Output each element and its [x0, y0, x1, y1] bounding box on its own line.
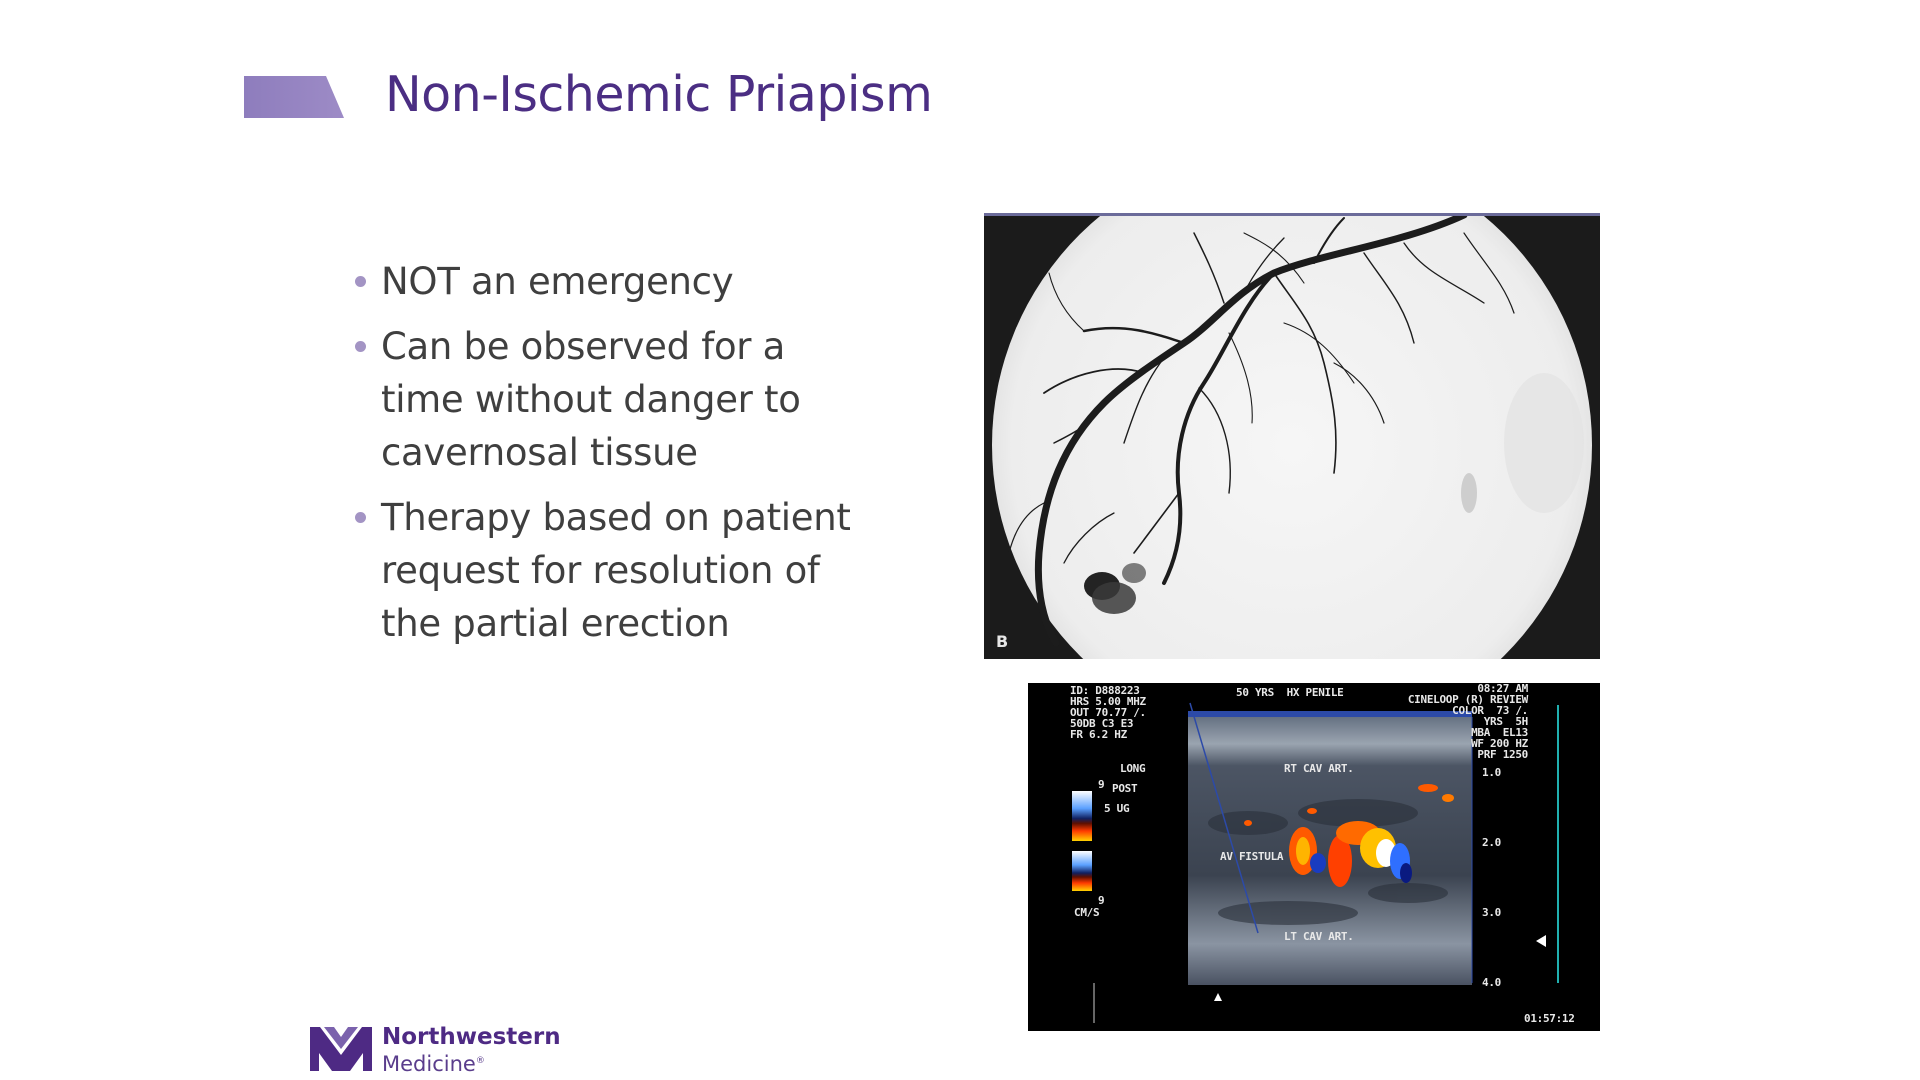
- doppler-ultrasound-image: [1028, 683, 1600, 1031]
- ultrasound-scale-bottom-value: 9: [1098, 894, 1105, 907]
- bullet-text: NOT an emergency: [381, 260, 734, 303]
- slide-title: Non-Ischemic Priapism: [385, 66, 933, 123]
- logo-line2-text: Medicine: [382, 1052, 476, 1076]
- bullet-dot: [355, 341, 366, 352]
- ultrasound-annotation-rt: RT CAV ART.: [1284, 762, 1354, 775]
- ultrasound-view-label-long: LONG: [1120, 762, 1146, 775]
- northwestern-medicine-logo: [310, 1025, 610, 1075]
- nm-logo-icon: [310, 1027, 372, 1071]
- logo-trademark: ®: [475, 1056, 485, 1066]
- logo-line2: [382, 1050, 561, 1076]
- ultrasound-depth-mark: 2.0: [1482, 836, 1501, 849]
- bullet-item: [355, 320, 875, 479]
- title-accent-bar: [244, 76, 344, 118]
- angiogram-drawing: [984, 213, 1600, 659]
- ultrasound-header-right: 08:27 AM CINELOOP (R) REVIEW COLOR 73 ∕. YRS 5H MBA EL13 WF 200 HZ PRF 1250: [1407, 683, 1528, 761]
- ultrasound-view-label-post: POST: [1112, 782, 1138, 795]
- angiogram-top-border: [984, 213, 1600, 216]
- ultrasound-depth-mark: 4.0: [1482, 976, 1501, 989]
- ultrasound-annotation-lt: LT CAV ART.: [1284, 930, 1354, 943]
- bullet-item: [355, 491, 875, 650]
- angiogram-image: [984, 213, 1600, 659]
- ultrasound-time-stamp: 01:57:12: [1524, 1012, 1575, 1025]
- angiogram-label: B: [996, 632, 1009, 651]
- bullet-list: [355, 255, 875, 662]
- ultrasound-annotation-av: AV FISTULA: [1220, 850, 1284, 863]
- bullet-text: Can be observed for a time without danger to cavernosal tissue: [381, 325, 801, 474]
- ultrasound-depth-mark: 3.0: [1482, 906, 1501, 919]
- bullet-dot: [355, 512, 366, 523]
- ultrasound-scale-unit: CM/S: [1074, 906, 1100, 919]
- bullet-text: Therapy based on patient request for resolution of the partial erection: [381, 496, 851, 645]
- logo-text: [382, 1025, 561, 1076]
- logo-line1: Northwestern: [382, 1024, 561, 1050]
- ultrasound-depth-mark: 1.0: [1482, 766, 1501, 779]
- bullet-dot: [355, 276, 366, 287]
- ultrasound-view-label-ug: 5 UG: [1104, 802, 1130, 815]
- ultrasound-header-center: 50 YRS HX PENILE: [1236, 686, 1344, 699]
- bullet-item: [355, 255, 875, 308]
- ultrasound-scale-top: 9: [1098, 778, 1105, 791]
- ultrasound-header-left: ID: D888223 HRS 5.00 MHZ OUT 70.77 ∕. 50DB C3 E3 FR 6.2 HZ: [1070, 684, 1146, 741]
